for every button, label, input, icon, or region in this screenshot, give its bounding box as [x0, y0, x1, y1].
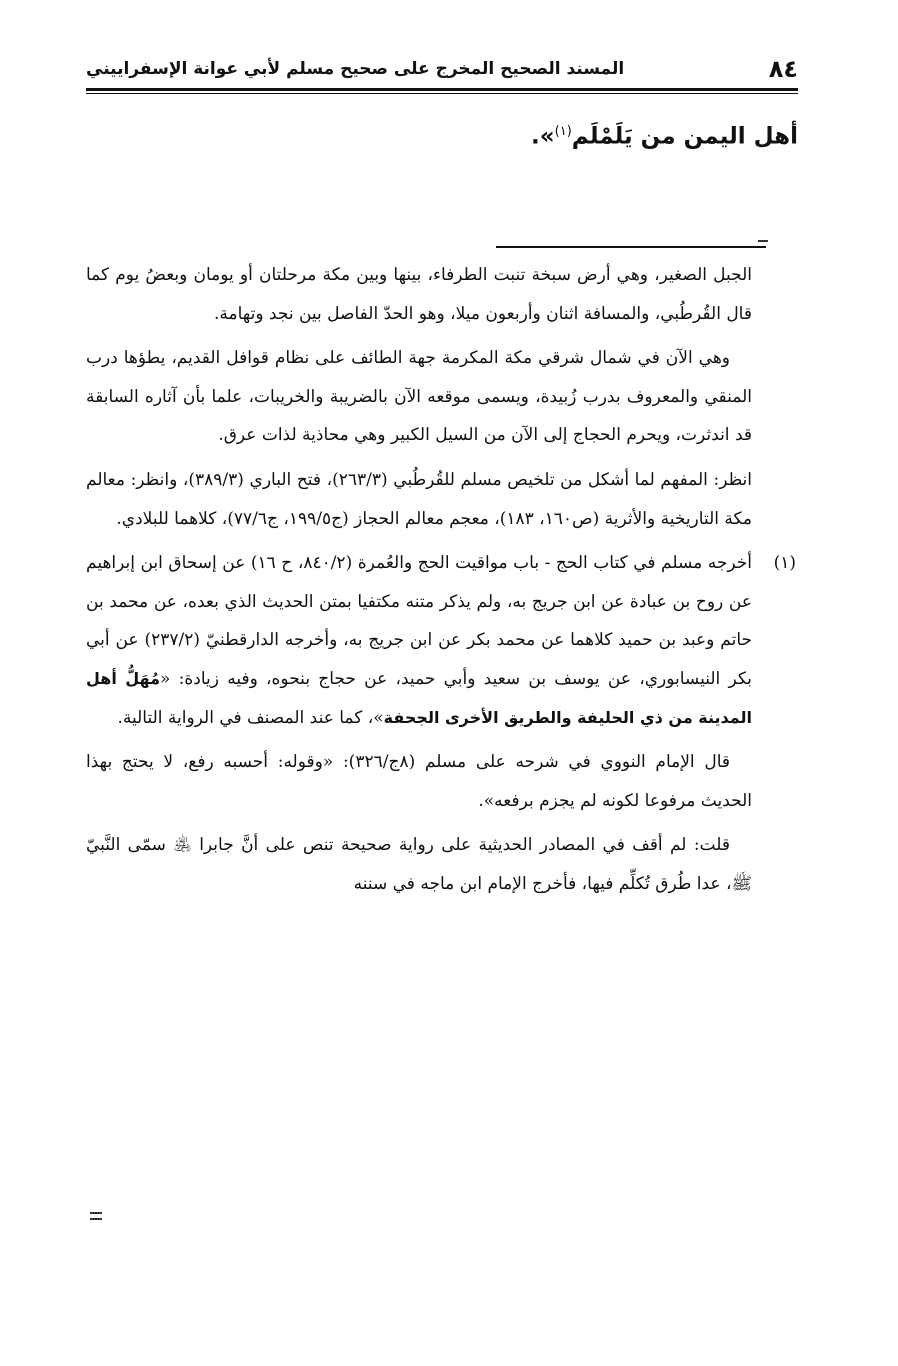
running-title: المسند الصحيح المخرج على صحيح مسلم لأبي عوانة الإسفراييني — [86, 59, 625, 79]
footnote-1 — [86, 544, 796, 737]
footnote-1-para-3: قلت: لم أقف في المصادر الحديثية على رواية صحيحة تنص على أنَّ جابرا ﵁ سمّى النَّبيّ ﷺ، عدا طُرق تُكلِّم فيها، فأخرج الإمام ابن ماجه في سننه — [86, 835, 752, 894]
footnote-1-bold-quote: مُهَلُّ أهل المدينة من ذي الحليفة والطريق الأخرى الجحفة — [86, 668, 752, 727]
footnote-continuation-para-2: وهي الآن في شمال شرقي مكة المكرمة جهة الطائف على نظام قوافل القديم، يطؤها درب المنقي والمعروف بدرب زُبيدة، ويسمى موقعه الآن بالضريبة والخريبات، علما بأن آثاره السابقة قد اندثرت، ويحرم الحجاج إلى الآن من السيل الكبير وهي محاذية لذات عرق. — [86, 348, 752, 446]
footnote-1-text-end: »، كما عند المصنف في الرواية التالية. — [117, 707, 384, 728]
header-rule-thick — [86, 88, 798, 91]
page-header — [86, 52, 798, 86]
main-text-line — [86, 112, 798, 157]
header-rule-thin — [86, 93, 798, 94]
footnote-1-para-2: قال الإمام النووي في شرحه على مسلم (٨ج/٣٢٦): «وقوله: أحسبه رفع، لا يحتج بهذا الحديث مرفوعا لكونه لم يجزم برفعه». — [86, 752, 752, 811]
footnotes-section — [86, 256, 796, 910]
main-text: أهل اليمن من يَلَمْلَم — [571, 123, 798, 150]
footnote-continuation-para-1: الجبل الصغير، وهي أرض سبخة تنبت الطرفاء، بينها وبين مكة مرحلتان أو يومان وبعضُ يوم كما قال القُرطُبي، والمسافة اثنان وأربعون ميلا، وهو الحدّ الفاصل بين نجد وتهامة. — [86, 265, 752, 324]
footnote-1-text: أخرجه مسلم في كتاب الحج - باب مواقيت الحج والعُمرة (٨٤٠/٢، ح ١٦) عن إسحاق ابن إبراهيم عن روح بن عبادة عن ابن جريج به، ولم يذكر متنه مكتفيا بمتن الحديث الذي بعده، عن محمد بن حاتم وعبد بن حميد كلاهما عن محمد بكر عن ابن جريج به، وأخرجه الدارقطنيّ (٢٣٧/٢) عن أبي بكر النيسابوري، عن يوسف بن سعيد وأبي حميد، عن حجاج بنحوه، وفيه زيادة: « — [86, 553, 753, 689]
footnote-separator — [496, 246, 766, 248]
footnote-1-number: (١) — [773, 553, 796, 574]
footnote-continuation-para-3: انظر: المفهم لما أشكل من تلخيص مسلم للقُرطُبي (٢٦٣/٣)، فتح الباري (٣٨٩/٣)، وانظر: معالم مكة التاريخية والأثرية (ص١٦٠، ١٨٣)، معجم معالم الحجاز (ج١٩٩/٥، ج٧٧/٦)، كلاهما للبلادي. — [86, 469, 753, 529]
continuation-mark — [90, 1212, 102, 1220]
main-text-end: ». — [531, 123, 555, 150]
footnote-reference[interactable]: (١) — [554, 124, 572, 139]
continuation-dash — [758, 240, 768, 242]
page-number: ٨٤ — [768, 55, 798, 83]
